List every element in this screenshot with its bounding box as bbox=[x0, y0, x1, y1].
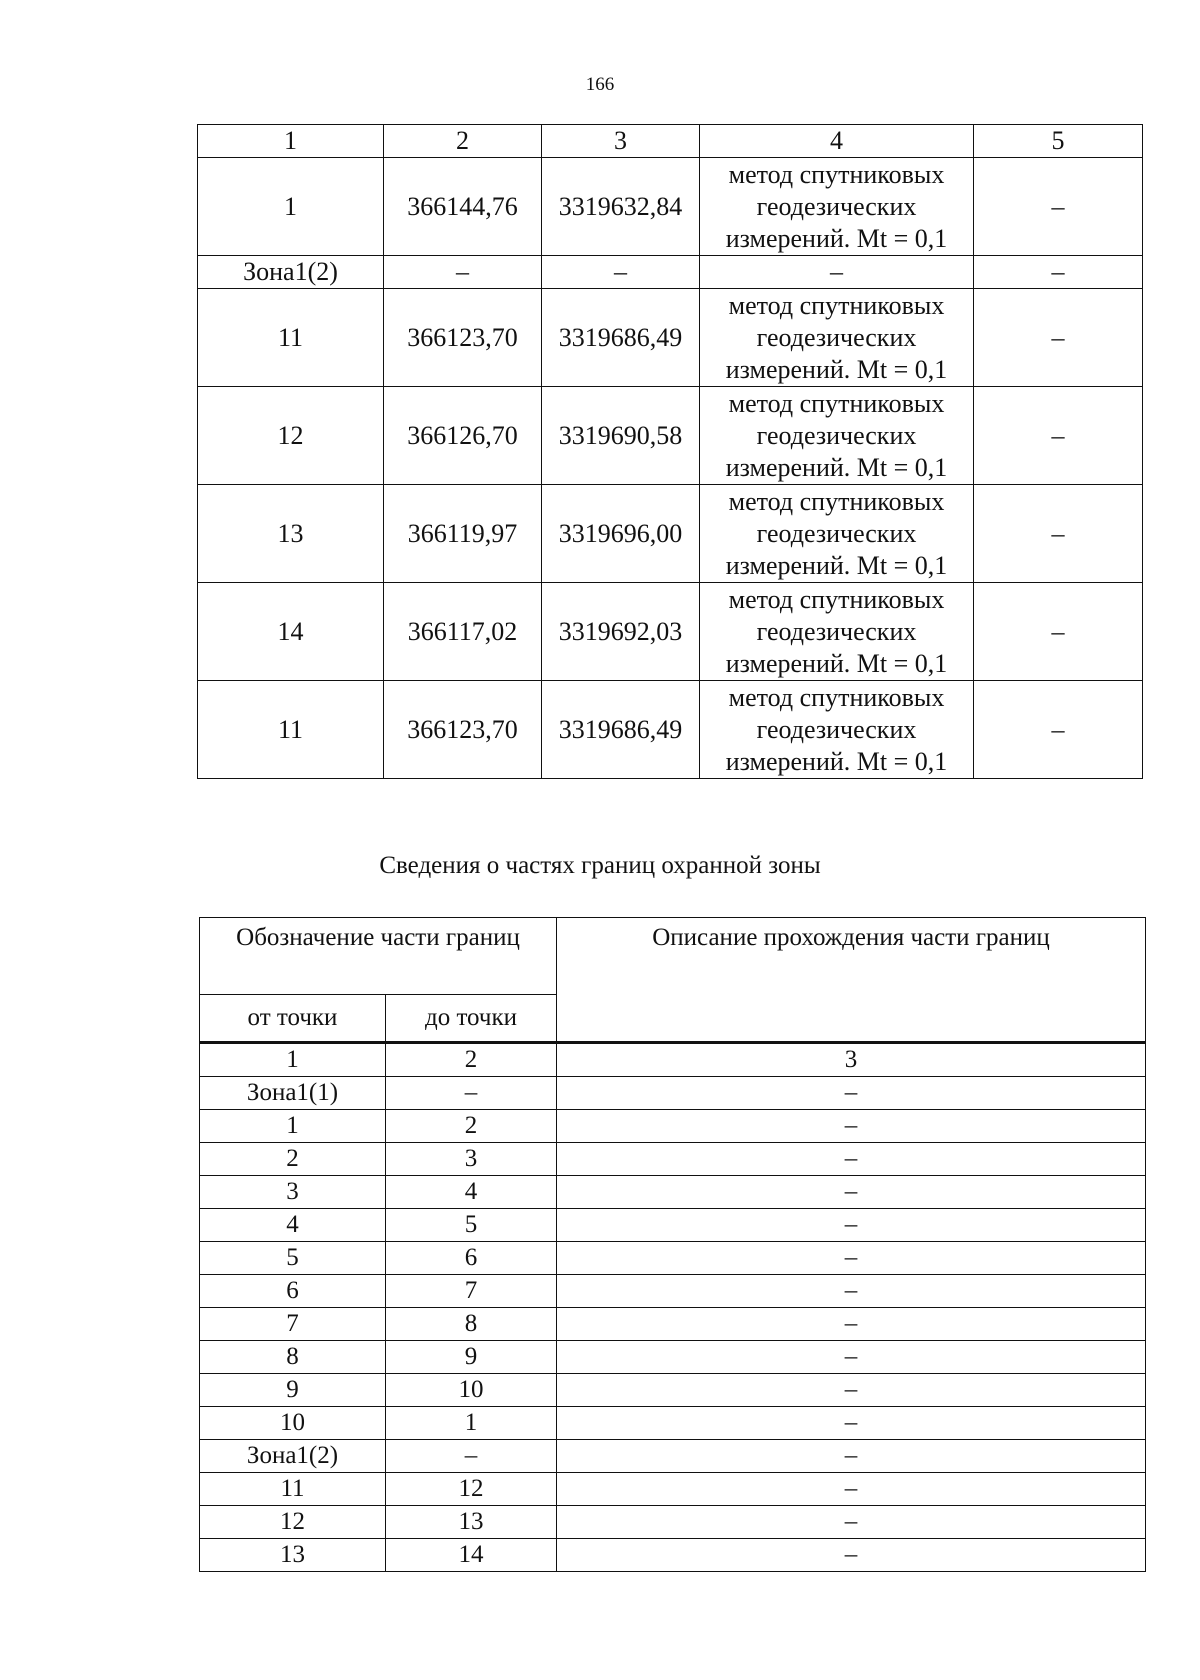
description-cell: – bbox=[557, 1176, 1146, 1209]
from-point: 1 bbox=[200, 1110, 386, 1143]
description-cell: – bbox=[557, 1539, 1146, 1572]
table-row bbox=[200, 1407, 1146, 1440]
method-line: метод спутниковых bbox=[728, 388, 945, 418]
from-point: 8 bbox=[200, 1341, 386, 1374]
table-row bbox=[200, 1374, 1146, 1407]
from-point: 13 bbox=[200, 1539, 386, 1572]
table-row bbox=[200, 1506, 1146, 1539]
to-point: 14 bbox=[386, 1539, 557, 1572]
method-cell bbox=[700, 583, 974, 681]
from-point: 6 bbox=[200, 1275, 386, 1308]
column-number: 5 bbox=[974, 125, 1143, 158]
to-point: 8 bbox=[386, 1308, 557, 1341]
header-row bbox=[200, 918, 1146, 995]
from-point: 3 bbox=[200, 1176, 386, 1209]
to-point: 3 bbox=[386, 1143, 557, 1176]
method-cell bbox=[700, 387, 974, 485]
x-coordinate: 366126,70 bbox=[384, 387, 542, 485]
column-number-row bbox=[198, 125, 1143, 158]
table-row bbox=[200, 1209, 1146, 1242]
y-coordinate: 3319690,58 bbox=[542, 387, 700, 485]
method-line: измерений. Mt = 0,1 bbox=[725, 223, 948, 253]
description-cell: – bbox=[557, 1242, 1146, 1275]
column-number: 4 bbox=[700, 125, 974, 158]
method-line: геодезических bbox=[756, 616, 917, 646]
from-point: 2 bbox=[200, 1143, 386, 1176]
to-point: 1 bbox=[386, 1407, 557, 1440]
method-line: измерений. Mt = 0,1 bbox=[725, 648, 948, 678]
coordinates-table bbox=[197, 124, 1143, 779]
from-point: 9 bbox=[200, 1374, 386, 1407]
method-cell bbox=[700, 681, 974, 779]
description-cell: – bbox=[557, 1143, 1146, 1176]
zone-row bbox=[198, 256, 1143, 289]
x-coordinate: 366123,70 bbox=[384, 289, 542, 387]
table-row bbox=[198, 387, 1143, 485]
from-point: 12 bbox=[200, 1506, 386, 1539]
table-row bbox=[200, 1242, 1146, 1275]
description-cell: – bbox=[557, 1110, 1146, 1143]
x-coordinate: 366117,02 bbox=[384, 583, 542, 681]
method-line: измерений. Mt = 0,1 bbox=[725, 746, 948, 776]
to-point-header: до точки bbox=[386, 995, 557, 1043]
method-cell bbox=[700, 485, 974, 583]
description-cell: – bbox=[557, 1407, 1146, 1440]
method-line: метод спутниковых bbox=[728, 682, 945, 712]
method-line: измерений. Mt = 0,1 bbox=[725, 452, 948, 482]
table-row bbox=[200, 1539, 1146, 1572]
table-row bbox=[200, 1077, 1146, 1110]
description-cell: – bbox=[557, 1077, 1146, 1110]
description-cell: – bbox=[557, 1506, 1146, 1539]
to-point: 6 bbox=[386, 1242, 557, 1275]
column-number: 1 bbox=[198, 125, 384, 158]
method-line: геодезических bbox=[756, 191, 917, 221]
table-row bbox=[200, 1308, 1146, 1341]
x-coordinate: 366123,70 bbox=[384, 681, 542, 779]
table-row bbox=[198, 583, 1143, 681]
point-number: 13 bbox=[198, 485, 384, 583]
method-line: метод спутниковых bbox=[728, 486, 945, 516]
to-point: 2 bbox=[386, 1110, 557, 1143]
table-row bbox=[200, 1440, 1146, 1473]
x-coordinate: 366119,97 bbox=[384, 485, 542, 583]
description-cell: – bbox=[557, 1341, 1146, 1374]
y-coordinate: 3319686,49 bbox=[542, 289, 700, 387]
column-number: 1 bbox=[200, 1043, 386, 1077]
note-cell: – bbox=[974, 681, 1143, 779]
page-number: 166 bbox=[585, 74, 615, 95]
from-point: 10 bbox=[200, 1407, 386, 1440]
note-cell: – bbox=[974, 158, 1143, 256]
description-cell: – bbox=[557, 1473, 1146, 1506]
description-cell: – bbox=[557, 1275, 1146, 1308]
table-row bbox=[198, 289, 1143, 387]
section-title: Сведения о частях границ охранной зоны bbox=[379, 852, 821, 879]
to-point: 9 bbox=[386, 1341, 557, 1374]
method-cell bbox=[700, 158, 974, 256]
designation-header: Обозначение части границ bbox=[200, 918, 557, 995]
method-line: метод спутниковых bbox=[728, 159, 945, 189]
method-cell bbox=[700, 289, 974, 387]
zone-label: Зона1(2) bbox=[198, 256, 384, 289]
to-point: 4 bbox=[386, 1176, 557, 1209]
description-cell: – bbox=[557, 1308, 1146, 1341]
point-number: 1 bbox=[198, 158, 384, 256]
table-row bbox=[200, 1275, 1146, 1308]
description-cell: – bbox=[557, 1440, 1146, 1473]
note-cell: – bbox=[974, 583, 1143, 681]
table-row bbox=[198, 158, 1143, 256]
note-cell: – bbox=[974, 485, 1143, 583]
method-line: измерений. Mt = 0,1 bbox=[725, 550, 948, 580]
from-point: 7 bbox=[200, 1308, 386, 1341]
column-number: 2 bbox=[386, 1043, 557, 1077]
to-point: 7 bbox=[386, 1275, 557, 1308]
table-row bbox=[200, 1143, 1146, 1176]
to-point: 12 bbox=[386, 1473, 557, 1506]
table-row bbox=[200, 1176, 1146, 1209]
from-point: 5 bbox=[200, 1242, 386, 1275]
y-coordinate: 3319692,03 bbox=[542, 583, 700, 681]
column-number-row bbox=[200, 1043, 1146, 1077]
to-point: – bbox=[386, 1440, 557, 1473]
method-line: геодезических bbox=[756, 322, 917, 352]
column-number: 3 bbox=[542, 125, 700, 158]
boundary-parts-table bbox=[199, 917, 1146, 1572]
dash-cell: – bbox=[384, 256, 542, 289]
to-point: 13 bbox=[386, 1506, 557, 1539]
table-row bbox=[200, 1341, 1146, 1374]
dash-cell: – bbox=[974, 256, 1143, 289]
method-line: метод спутниковых bbox=[728, 584, 945, 614]
description-cell: – bbox=[557, 1209, 1146, 1242]
note-cell: – bbox=[974, 289, 1143, 387]
method-line: геодезических bbox=[756, 420, 917, 450]
to-point: – bbox=[386, 1077, 557, 1110]
method-line: геодезических bbox=[756, 518, 917, 548]
y-coordinate: 3319696,00 bbox=[542, 485, 700, 583]
to-point: 5 bbox=[386, 1209, 557, 1242]
table-row bbox=[198, 485, 1143, 583]
from-point: Зона1(2) bbox=[200, 1440, 386, 1473]
to-point: 10 bbox=[386, 1374, 557, 1407]
point-number: 11 bbox=[198, 289, 384, 387]
from-point: Зона1(1) bbox=[200, 1077, 386, 1110]
table-row bbox=[200, 1110, 1146, 1143]
y-coordinate: 3319686,49 bbox=[542, 681, 700, 779]
point-number: 12 bbox=[198, 387, 384, 485]
from-point: 11 bbox=[200, 1473, 386, 1506]
description-header: Описание прохождения части границ bbox=[557, 918, 1146, 1043]
note-cell: – bbox=[974, 387, 1143, 485]
dash-cell: – bbox=[542, 256, 700, 289]
from-point-header: от точки bbox=[200, 995, 386, 1043]
from-point: 4 bbox=[200, 1209, 386, 1242]
column-number: 3 bbox=[557, 1043, 1146, 1077]
description-cell: – bbox=[557, 1374, 1146, 1407]
method-line: метод спутниковых bbox=[728, 290, 945, 320]
x-coordinate: 366144,76 bbox=[384, 158, 542, 256]
y-coordinate: 3319632,84 bbox=[542, 158, 700, 256]
table-row bbox=[198, 681, 1143, 779]
method-line: измерений. Mt = 0,1 bbox=[725, 354, 948, 384]
point-number: 14 bbox=[198, 583, 384, 681]
method-line: геодезических bbox=[756, 714, 917, 744]
column-number: 2 bbox=[384, 125, 542, 158]
point-number: 11 bbox=[198, 681, 384, 779]
dash-cell: – bbox=[700, 256, 974, 289]
table-row bbox=[200, 1473, 1146, 1506]
